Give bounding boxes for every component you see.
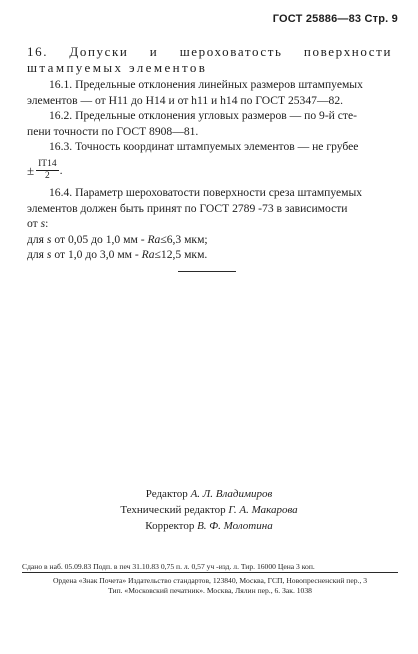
text-fragment: : (45, 217, 49, 231)
formula-end: . (59, 163, 63, 178)
imprint-divider (22, 572, 398, 573)
range-text: от 1,0 до 3,0 мм - (51, 248, 142, 262)
variable-s: s (40, 217, 46, 231)
paragraph-16-4-line-2: элементов должен быть принят по ГОСТ 2789 -73 в зависимости (27, 201, 348, 215)
section-title-line-2: штампуемых элементов (27, 60, 208, 75)
fraction-numerator: IT14 (38, 159, 57, 170)
credits-block (0, 486, 418, 534)
range-text: от 0,05 до 1,0 мм - (51, 232, 148, 246)
paragraph-16-1-line-1: 16.1. Предельные отклонения линейных размеров штампуемых (49, 78, 363, 91)
credit-name: Г. А. Макарова (228, 504, 298, 516)
roughness-row-1 (27, 232, 392, 248)
text-fragment: для (27, 248, 47, 262)
fraction-denominator: 2 (45, 171, 50, 182)
credit-name: А. Л. Владимиров (190, 488, 273, 500)
credit-editor (0, 486, 418, 502)
text-fragment: от (27, 217, 41, 231)
section-title-line-1: 16. Допуски и шероховатость поверхности (27, 44, 392, 59)
credit-name: В. Ф. Молотина (197, 520, 273, 532)
roughness-row-2 (27, 247, 392, 263)
credit-proofreader (0, 518, 418, 534)
value-text: ≤6,3 мкм; (160, 232, 208, 246)
publisher-line: Ордена «Знак Почета» Издательство стандартов, 123840, Москва, ГСП, Новопресненский пер., 3 (52, 576, 368, 585)
credit-label: Технический редактор (120, 504, 229, 516)
paragraph-16-2-line-2: пени точности по ГОСТ 8908—81. (27, 124, 199, 138)
printers-info (22, 576, 398, 595)
credit-label: Корректор (145, 520, 198, 532)
plus-minus-sign: ± (27, 163, 35, 179)
paragraph-16-2-line-1: 16.2. Предельные отклонения угловых размеров — по 9-й сте- (49, 109, 358, 123)
document-body (27, 44, 392, 263)
paragraph-16-4-line-3 (27, 216, 392, 232)
variable-s: s (46, 232, 52, 246)
credit-tech-editor (0, 502, 418, 518)
tolerance-fraction (36, 159, 58, 182)
paragraph-16-3-line-1: 16.3. Точность координат штампуемых элементов — не грубее (49, 140, 359, 154)
value-text: ≤12,5 мкм. (154, 248, 208, 262)
credit-label: Редактор (145, 488, 191, 500)
variable-s: s (46, 248, 52, 262)
printing-house-line: Тип. «Московский печатник». Москва, Лялин пер., 6. Зак. 1038 (108, 585, 312, 595)
tolerance-formula (27, 157, 392, 185)
parameter-ra: Ra (147, 232, 161, 246)
paragraph-16-1-line-2: элементов — от H11 до H14 и от h11 и h14 по ГОСТ 25347—82. (27, 93, 344, 107)
text-fragment: для (27, 232, 47, 246)
page-header: ГОСТ 25886—83 Стр. 9 (272, 13, 398, 25)
print-imprint: Сдано в наб. 05.09.83 Подп. в печ 31.10.83 0,75 п. л. 0,57 уч -изд. л. Тир. 16000 Цена 3 коп. (22, 562, 315, 571)
paragraph-16-4-line-1: 16.4. Параметр шероховатости поверхности среза штампуемых (49, 185, 363, 199)
end-divider (178, 271, 236, 272)
parameter-ra: Ra (141, 248, 155, 262)
